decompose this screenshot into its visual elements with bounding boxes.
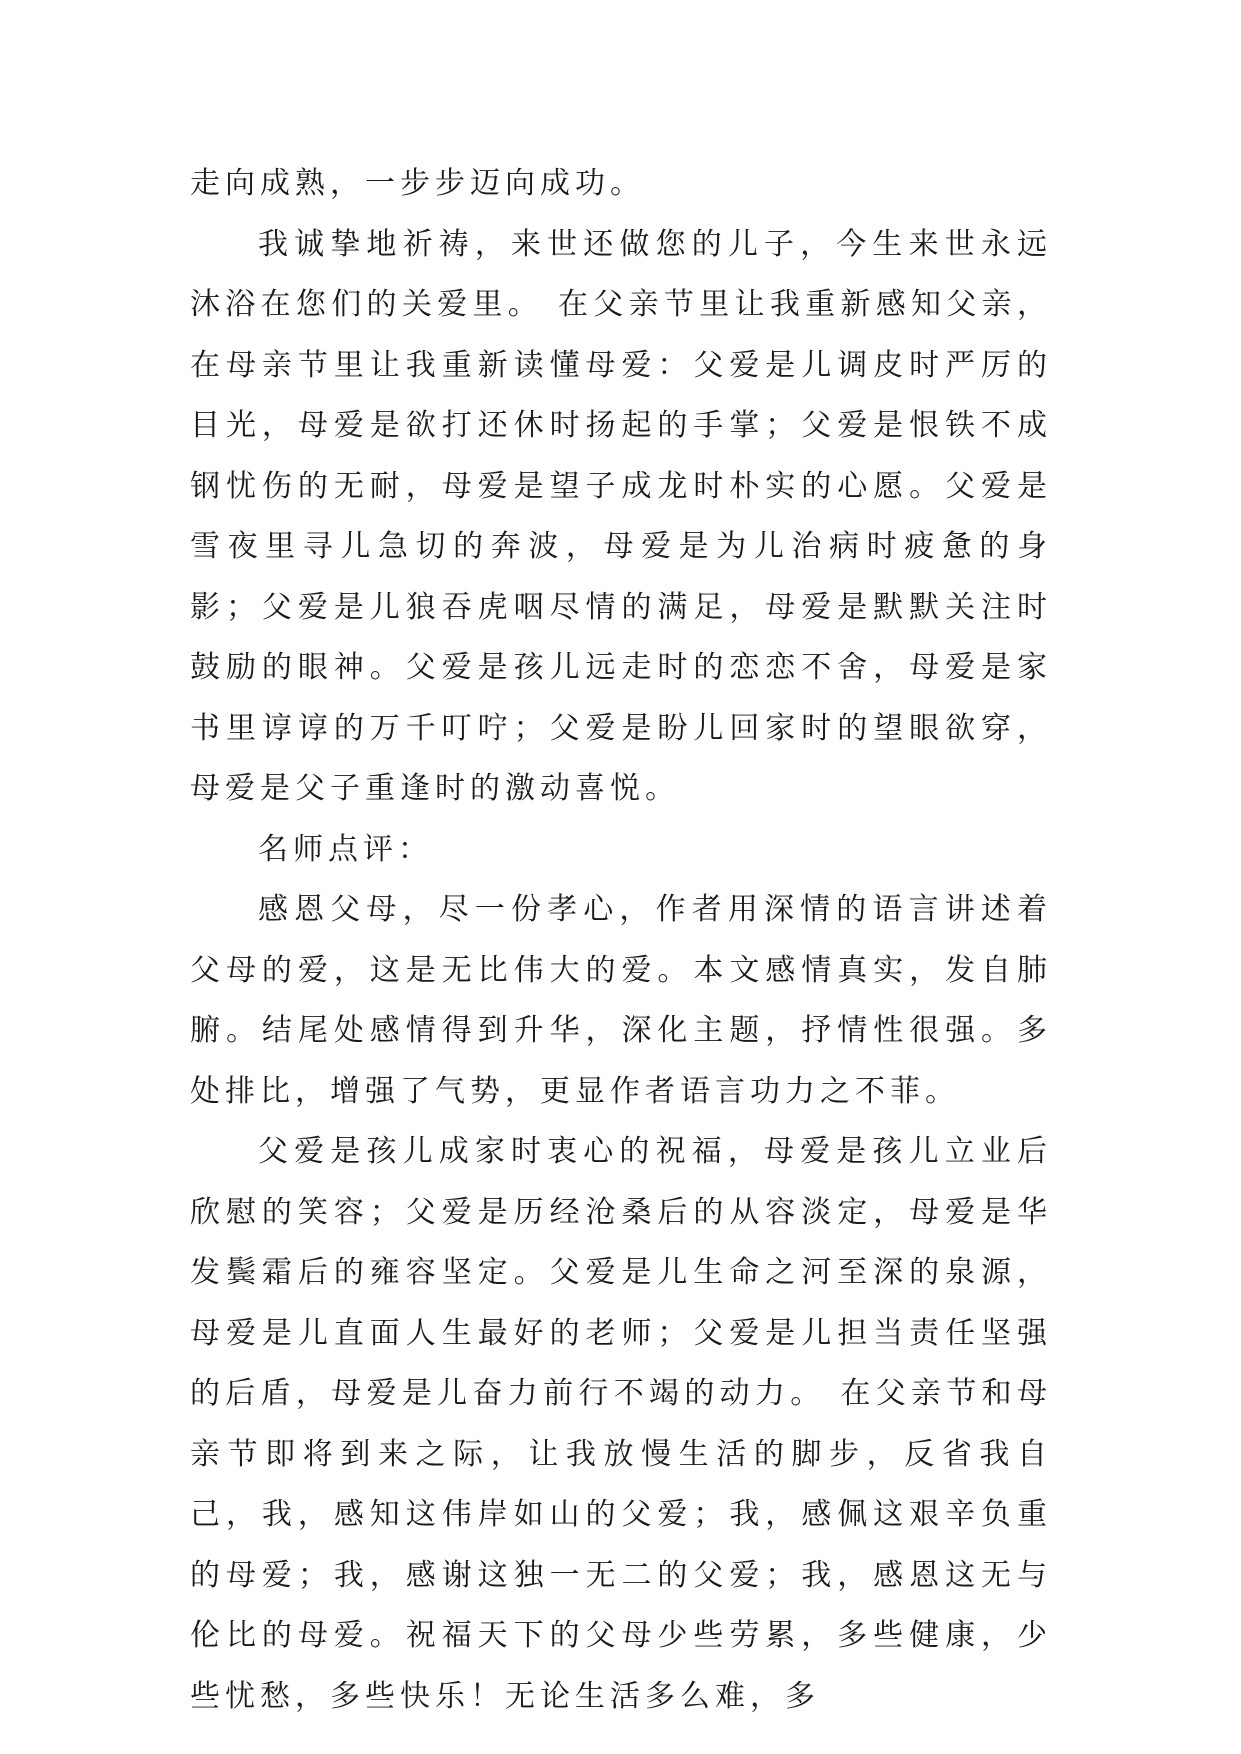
paragraph-closing: 父爱是孩儿成家时衷心的祝福，母爱是孩儿立业后欣慰的笑容；父爱是历经沧桑后的从容淡定，母爱是华发鬓霜后的雍容坚定。父爱是儿生命之河至深的泉源，母爱是儿直面人生最好的老师；父爱是儿担当责任坚强的后盾，母爱是儿奋力前行不竭的动力。 在父亲节和母亲节即将到来之际，让我放慢生活的脚步，反省我自己，我，感知这伟岸如山的父爱；我，感佩这艰辛负重的母爱；我，感谢这独一无二的父爱；我，感恩这无与伦比的母爱。祝福天下的父母少些劳累，多些健康，少些忧愁，多些快乐！无论生活多么难，多 [190,1134,1052,1714]
paragraph-continuation: 走向成熟，一步步迈向成功。 [190,166,645,201]
document-body [190,154,1052,1727]
paragraph-comment-heading: 名师点评： [258,831,433,867]
paragraph-comment: 感恩父母，尽一份孝心，作者用深情的语言讲述着父母的爱，这是无比伟大的爱。本文感情真实，发自肺腑。结尾处感情得到升华，深化主题，抒情性很强。多处排比，增强了气势，更显作者语言功力之不菲。 [190,892,1052,1109]
paragraph-prayer: 我诚挚地祈祷，来世还做您的儿子，今生来世永远沐浴在您们的关爱里。 在父亲节里让我重新感知父亲，在母亲节里让我重新读懂母爱：父爱是儿调皮时严厉的目光，母爱是欲打还休时扬起的手掌；父爱是恨铁不成钢忧伤的无耐，母爱是望子成龙时朴实的心愿。父爱是雪夜里寻儿急切的奔波，母爱是为儿治病时疲惫的身影；父爱是儿狼吞虎咽尽情的满足，母爱是默默关注时鼓励的眼神。父爱是孩儿远走时的恋恋不舍，母爱是家书里谆谆的万千叮咛；父爱是盼儿回家时的望眼欲穿，母爱是父子重逢时的激动喜悦。 [190,226,1052,806]
